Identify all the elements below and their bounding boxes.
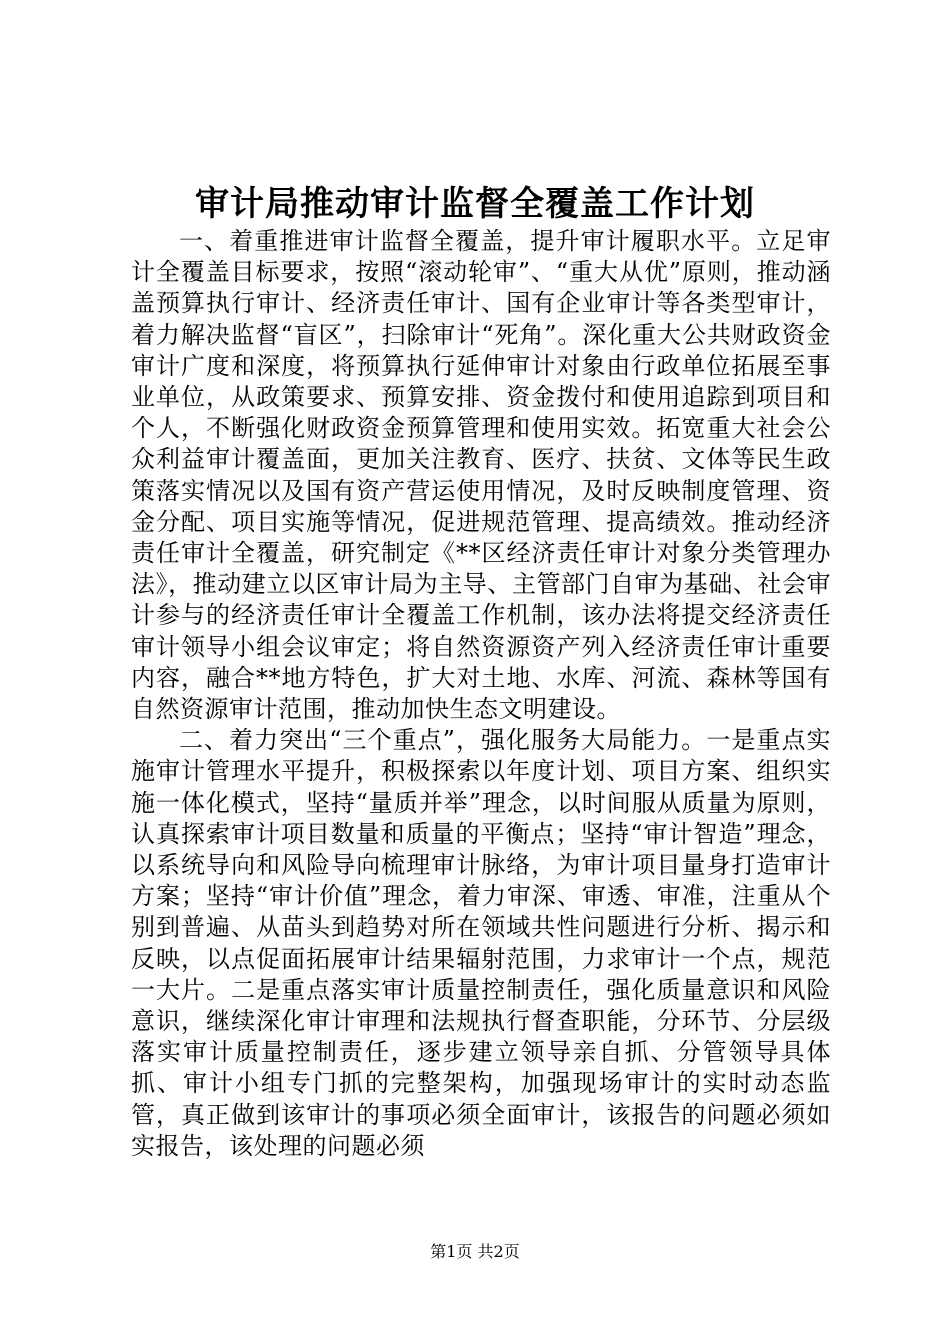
page-footer: 第1页 共2页 (430, 1242, 520, 1261)
paragraph-2: 二、着力突出“三个重点”，强化服务大局能力。一是重点实施审计管理水平提升，积极探索以年度计划、项目方案、组织实施一体化模式，坚持“量质并举”理念，以时间服从质量为原则，认真探索审计项目数量和质量的平衡点；坚持“审计智造”理念，以系统导向和风险导向梳理审计脉络，为审计项目量身打造审计方案；坚持“审计价值”理念，着力审深、审透、审准，注重从个别到普遍、从苗头到趋势对所在领域共性问题进行分析、揭示和反映，以点促面拓展审计结果辐射范围，力求审计一个点，规范一大片。二是重点落实审计质量控制责任，强化质量意识和风险意识，继续深化审计审理和法规执行督查职能，分环节、分层级落实审计质量控制责任，逐步建立领导亲自抓、分管领导具体抓、审计小组专门抓的完整架构，加强现场审计的实时动态监管，真正做到该审计的事项必须全面审计，该报告的问题必须如实报告，该处理的问题必须 (131, 726, 831, 1160)
paragraph-1: 一、着重推进审计监督全覆盖，提升审计履职水平。立足审计全覆盖目标要求，按照“滚动轮审”、“重大从优”原则，推动涵盖预算执行审计、经济责任审计、国有企业审计等各类型审计，着力解决监督“盲区”，扫除审计“死角”。深化重大公共财政资金审计广度和深度，将预算执行延伸审计对象由行政单位拓展至事业单位，从政策要求、预算安排、资金拨付和使用追踪到项目和个人，不断强化财政资金预算管理和使用实效。拓宽重大社会公众利益审计覆盖面，更加关注教育、医疗、扶贫、文体等民生政策落实情况以及国有资产营运使用情况，及时反映制度管理、资金分配、项目实施等情况，促进规范管理、提高绩效。推动经济责任审计全覆盖，研究制定《**区经济责任审计对象分类管理办法》，推动建立以区审计局为主导、主管部门自审为基础、社会审计参与的经济责任审计全覆盖工作机制，该办法将提交经济责任审计领导小组会议审定；将自然资源资产列入经济责任审计重要内容，融合**地方特色，扩大对土地、水库、河流、森林等国有自然资源审计范围，推动加快生态文明建设。 (131, 227, 831, 724)
document-body (131, 226, 831, 1162)
document-title: 审计局推动审计监督全覆盖工作计划 (195, 184, 755, 224)
